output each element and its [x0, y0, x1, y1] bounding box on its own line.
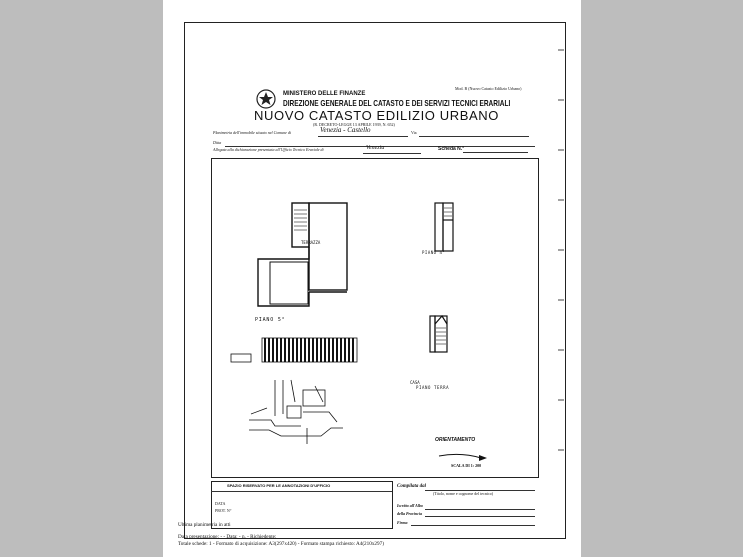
document-page — [163, 0, 581, 557]
prot-label: PROT. N° — [215, 508, 232, 513]
document-title: NUOVO CATASTO EDILIZIO URBANO — [254, 108, 499, 123]
orientation-label: ORIENTAMENTO — [435, 437, 476, 443]
footer-line1: Ultima planimetria in atti — [178, 522, 231, 528]
law-reference: (R. DECRETO-LEGGE 13 APRILE 1939, N. 652) — [313, 122, 395, 127]
ground-floor-label: PIANO TERRA — [416, 385, 450, 390]
scheda-label: Scheda N.° — [438, 146, 465, 152]
terrace-label: TERRAZZA — [301, 240, 321, 245]
ministry-name: MINISTERO DELLE FINANZE — [283, 91, 366, 97]
office-box — [211, 481, 393, 529]
ufficio-value: Venezia — [366, 145, 385, 151]
planimetria-label: Planimetria dell'immobile situato nel Comune di — [213, 130, 292, 135]
compilata-label: Compilata dal — [397, 484, 427, 489]
footer-line3: Totale schede: 1 - Formato di acquisizione: A3(297x420) - Formato stampa richiesto: A4(210x297) — [178, 541, 384, 547]
margin-ticks — [558, 30, 572, 490]
ditta-label: Ditta — [213, 140, 222, 145]
iscritto-label: Iscritto all'Albo — [397, 503, 423, 508]
firma-label: Firma — [397, 520, 408, 525]
model-note: Mod. B (Nuovo Catasto Edilizio Urbano) — [455, 86, 522, 91]
comune-value: Venezia - Castello — [320, 126, 371, 134]
emblem-icon — [255, 88, 277, 110]
office-title: SPAZIO RISERVATO PER LE ANNOTAZIONI D'UFFICIO — [227, 483, 331, 488]
compilata-sub: (Titolo, nome e cognome del tecnico) — [433, 491, 494, 496]
allegata-label: Allegata alla dichiarazione presentata all'Ufficio Tecnico Erariale di — [213, 147, 324, 152]
scale-label: SCALA DI 1: 200 — [451, 463, 482, 468]
floor4-label: PIANO 4° — [422, 250, 446, 255]
data-label: DATA — [215, 501, 226, 506]
floor5-label: PIANO 5° — [255, 317, 286, 323]
ground-sub-label: CASA — [410, 380, 420, 385]
via-label: Via — [411, 130, 417, 135]
footer-line2: Data presentazione: - - Data: - n. - Richiedente: — [178, 534, 277, 540]
provincia-label: della Provincia — [397, 511, 422, 516]
direction-name: DIREZIONE GENERALE DEL CATASTO E DEI SERVIZI TECNICI ERARIALI — [283, 98, 511, 108]
